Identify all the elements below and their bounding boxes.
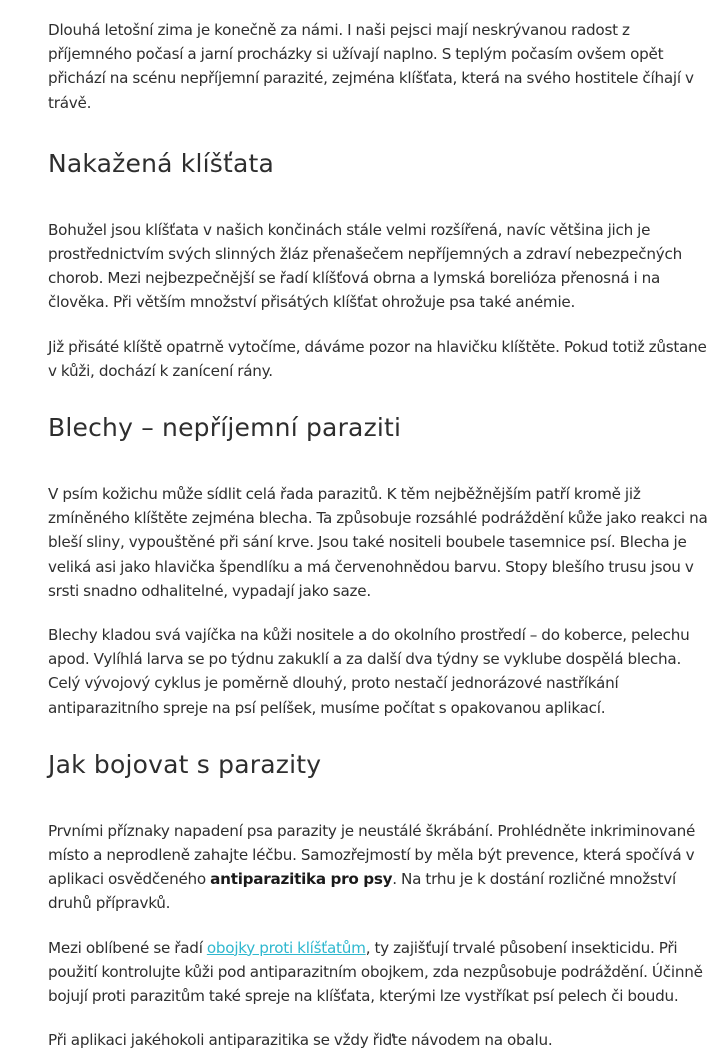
fight-paragraph-2 [48,936,708,1009]
ticks-paragraph-1: Bohužel jsou klíšťata v našich končinách stále velmi rozšířená, navíc většina jich je prostřednictvím svých slinných žláz přenašečem nepříjemných a zdraví nebezpečných chorob. Mezi nejbezpečnější se řadí klíšťová obrna a lymská borelióza přenosná i na člověka. Při větším množství přisátých klíšťat ohrožuje psa také anémie. [48,220,682,312]
heading-fight-parasites: Jak bojovat s parazity [48,749,322,779]
antiparasitics-bold-text: antiparazitika pro psy [210,870,393,889]
tick-collars-link[interactable]: obojky proti klíšťatům [206,938,366,957]
fight-paragraph-1 [48,819,708,916]
heading-infected-ticks: Nakažená klíšťata [48,148,275,178]
heading-fleas: Blechy – nepříjemní paraziti [48,413,402,443]
fight-paragraph-1-text-a: Prvními příznaky napadení psa parazity je neustálé škrábání. Prohlédněte inkriminované místo a neprodleně zahajte léčbu. Samozřejmostí by měla být prevence, která spočívá v aplikaci osvědčeného [48,821,696,889]
fight-paragraph-2-text-b: , ty zajišťují trvalé působení insekticidu. Při použití kontrolujte kůži pod antiparazitním obojkem, zda nezpůsobuje podráždění. Účinně bojují proti parazitům také spreje na klíšťata, kterými lze vystříkat psí pelech či boudu. [48,938,703,1006]
intro-paragraph: Dlouhá letošní zima je konečně za námi. I naši pejsci mají neskrývanou radost z příjemného počasí a jarní procházky si užívají naplno. S teplým počasím ovšem opět přichází na scénu nepříjemní parazité, zejména klíšťata, která na svého hostitele číhají v trávě. [48,21,694,112]
fight-paragraph-2-text-a: Mezi oblíbené se řadí [48,938,207,957]
fight-paragraph-3: Při aplikaci jakéhokoli antiparazitika se vždy řiďte návodem na obalu. [48,1031,553,1050]
fleas-paragraph-2: Blechy kladou svá vajíčka na kůži nositele a do okolního prostředí – do koberce, pelechu apod. Vylíhlá larva se po týdnu zakuklí a za další dva týdny se vyklube dospělá blecha. Celý vývojový cyklus je poměrně dlouhý, proto nestačí jednorázové nastříkání antiparazitního spreje na psí pelíšek, musíme počítat s opakovanou aplikací. [48,626,690,717]
ticks-paragraph-2: Již přisáté klíště opatrně vytočíme, dáváme pozor na hlavičku klíštěte. Pokud totiž zůstane v kůži, dochází k zanícení rány. [48,337,707,380]
fleas-paragraph-1: V psím kožichu může sídlit celá řada parazitů. K těm nejběžnějším patří kromě již zmíněného klíštěte zejména blecha. Ta způsobuje rozsáhlé podráždění kůže jako reakci na bleší sliny, vypouštěné při sání krve. Jsou také nositeli boubele tasemnice psí. Blecha je veliká asi jako hlavička špendlíku a má červenohnědou barvu. Stopy blešího trusu jsou v srsti snadno odhalitelné, vypadají jako saze. [48,485,708,600]
fight-paragraph-1-text-b: . Na trhu je k dostání rozličné množství druhů přípravků. [48,870,676,913]
